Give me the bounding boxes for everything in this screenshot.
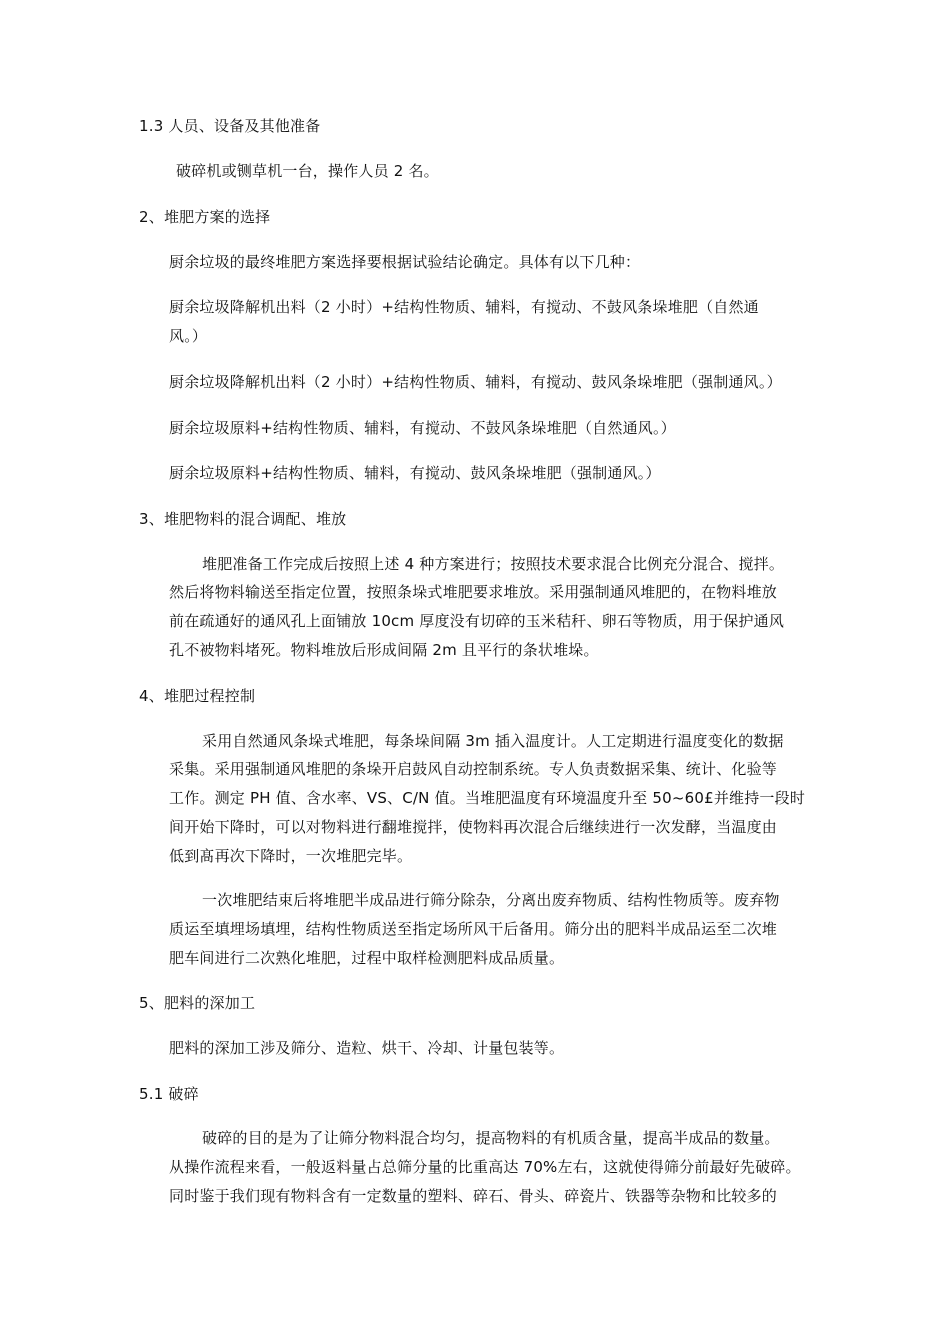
section-2-option-1-line-2: 风。） — [169, 327, 208, 345]
section-4-para-1-line-2: 采集。采用强制通风堆肥的条垛开启鼓风自动控制系统。专人负责数据采集、统计、化验等 — [169, 760, 778, 778]
section-4-title: 4、堆肥过程控制 — [139, 687, 256, 705]
section-4-para-1-line-1: 采用自然通风条垛式堆肥，每条垛间隔 3m 插入温度计。人工定期进行温度变化的数据 — [202, 732, 784, 750]
section-4-para-2-line-2: 质运至填埋场填埋，结构性物质送至指定场所风干后备用。筛分出的肥料半成品运至二次堆 — [169, 920, 778, 938]
section-2-option-3: 厨余垃圾原料+结构性物质、辅料，有搅动、不鼓风条垛堆肥（自然通风。） — [169, 419, 676, 437]
section-3-title: 3、堆肥物料的混合调配、堆放 — [139, 510, 347, 528]
section-5-body: 肥料的深加工涉及筛分、造粒、烘干、冷却、计量包装等。 — [169, 1039, 565, 1057]
section-2-option-2: 厨余垃圾降解机出料（2 小时）+结构性物质、辅料，有搅动、鼓风条垛堆肥（强制通风。） — [169, 373, 782, 391]
section-3-para-line-4: 孔不被物料堵死。物料堆放后形成间隔 2m 且平行的条状堆垛。 — [169, 641, 599, 659]
section-3-para-line-3: 前在疏通好的通风孔上面铺放 10cm 厚度没有切碎的玉米秸秆、卵石等物质，用于保护通风 — [169, 612, 785, 630]
section-2-option-4: 厨余垃圾原料+结构性物质、辅料，有搅动、鼓风条垛堆肥（强制通风。） — [169, 464, 661, 482]
section-5-title: 5、肥料的深加工 — [139, 994, 256, 1012]
section-4-para-1-line-5: 低到髙再次下降时，一次堆肥完毕。 — [169, 847, 413, 865]
section-5-1-para-line-3: 同时鉴于我们现有物料含有一定数量的塑料、碎石、骨头、碎瓷片、铁器等杂物和比较多的 — [169, 1187, 778, 1205]
section-2-option-1-line-1: 厨余垃圾降解机出料（2 小时）+结构性物质、辅料，有搅动、不鼓风条垛堆肥（自然通 — [169, 298, 759, 316]
section-2-title: 2、堆肥方案的选择 — [139, 208, 271, 226]
section-4-para-1-line-4: 间开始下降时，可以对物料进行翻堆搅拌，使物料再次混合后继续进行一次发酵，当温度由 — [169, 818, 778, 836]
section-4-para-2-line-1: 一次堆肥结束后将堆肥半成品进行筛分除杂，分离出废弃物质、结构性物质等。废弃物 — [202, 891, 780, 909]
section-5-1-title: 5.1 破碎 — [139, 1085, 199, 1103]
section-4-para-1-line-3: 工作。测定 PH 值、含水率、VS、C/N 值。当堆肥温度有环境温度升至 50~60£并维持一段时 — [169, 789, 806, 807]
section-5-1-para-line-2: 从操作流程来看，一般返料量占总筛分量的比重高达 70%左右，这就使得筛分前最好先破碎。 — [169, 1158, 801, 1176]
section-1-3-body: 破碎机或铡草机一台，操作人员 2 名。 — [176, 162, 439, 180]
section-3-para-line-1: 堆肥准备工作完成后按照上述 4 种方案进行；按照技术要求混合比例充分混合、搅拌。 — [202, 555, 785, 573]
section-5-1-para-line-1: 破碎的目的是为了让筛分物料混合均匀，提高物料的有机质含量，提高半成品的数量。 — [202, 1129, 780, 1147]
section-1-3-title: 1.3 人员、设备及其他准备 — [139, 117, 321, 135]
section-3-para-line-2: 然后将物料输送至指定位置，按照条垛式堆肥要求堆放。采用强制通风堆肥的，在物料堆放 — [169, 583, 778, 601]
section-2-intro: 厨余垃圾的最终堆肥方案选择要根据试验结论确定。具体有以下几种： — [169, 253, 641, 271]
section-4-para-2-line-3: 肥车间进行二次熟化堆肥，过程中取样检测肥料成品质量。 — [169, 949, 565, 967]
